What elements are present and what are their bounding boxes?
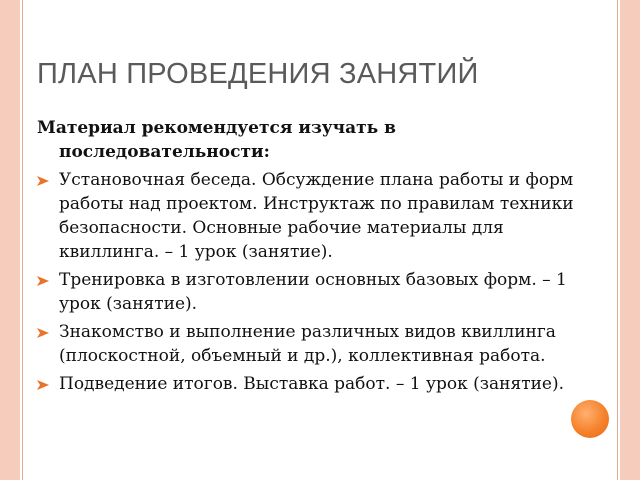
slide-right-border [617, 0, 618, 480]
list-item [37, 372, 577, 396]
list-item-text: Установочная беседа. Обсуждение плана работы и форм работы над проектом. Инструктаж по правилам техники безопасности. Основные рабочие материалы для квиллинга. – 1 урок (занятие). [59, 170, 574, 262]
list-item-text: Знакомство и выполнение различных видов квиллинга (плоскостной, объемный и др.), коллективная работа. [59, 322, 556, 366]
list-item [37, 320, 577, 368]
arrow-bullet-icon [37, 328, 49, 338]
list-item-text: Подведение итогов. Выставка работ. – 1 урок (занятие). [59, 374, 565, 394]
page-title: ПЛАН ПРОВЕДЕНИЯ ЗАНЯТИЙ [37, 58, 479, 90]
list-item-text: Тренировка в изготовлении основных базовых форм. – 1 урок (занятие). [59, 270, 567, 314]
arrow-bullet-icon [37, 276, 49, 286]
slide-left-border [22, 0, 23, 480]
arrow-bullet-icon [37, 176, 49, 186]
arrow-bullet-icon [37, 380, 49, 390]
lesson-list [37, 168, 577, 396]
orange-circle-icon [571, 400, 609, 438]
intro-text: Материал рекомендуется изучать в последовательности: [37, 118, 396, 162]
list-item [37, 168, 577, 264]
list-item [37, 268, 577, 316]
slide-content [37, 116, 577, 400]
